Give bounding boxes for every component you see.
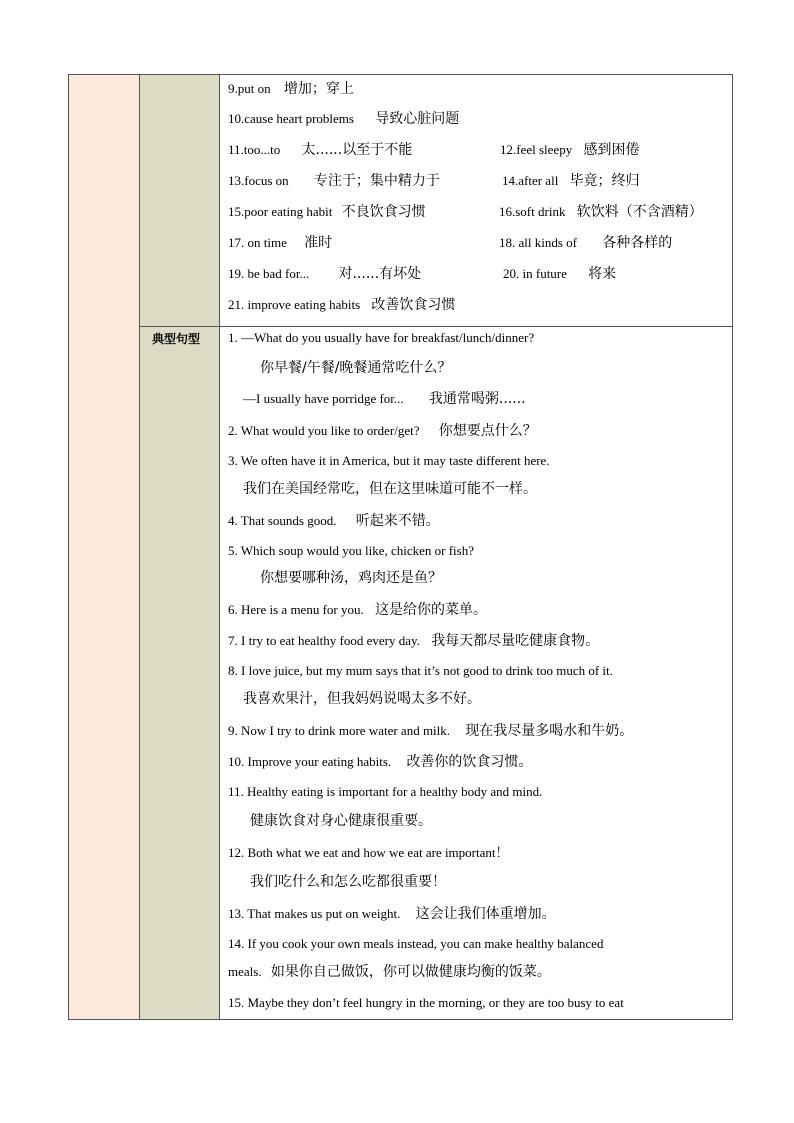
- phrase-en: 16.soft drink: [499, 204, 566, 219]
- sentence-zh: 如果你自己做饭，你可以做健康均衡的饭菜。: [270, 964, 551, 980]
- sentence-zh: 我每天都尽量吃健康食物。: [431, 633, 600, 649]
- sentence-en: 10. Improve your eating habits.: [228, 754, 392, 769]
- sentence-zh: 你想要点什么？: [438, 423, 537, 439]
- sentence-en: 2. What would you like to order/get?: [228, 423, 420, 438]
- phrase-en: 15.poor eating habit: [228, 204, 333, 219]
- sentence-en: 14. If you cook your own meals instead, you can make healthy balanced: [228, 936, 604, 951]
- phrase-en: 13.focus on: [228, 173, 289, 188]
- phrase-en: 11.too...to: [228, 142, 281, 157]
- sentence-en: —I usually have porridge for...: [243, 391, 404, 406]
- phrase-item: [502, 172, 640, 190]
- phrase-en: 10.cause heart problems: [228, 111, 354, 126]
- sentence-item: [228, 753, 532, 771]
- sentence-zh: 这会让我们体重增加。: [415, 906, 556, 922]
- phrase-item: [503, 265, 616, 283]
- category-column: [140, 75, 220, 1019]
- section-label: 典型句型: [152, 332, 201, 346]
- phrase-item: [228, 296, 455, 314]
- sentence-en: 13. That makes us put on weight.: [228, 906, 401, 921]
- phrase-zh: 毕竟；终归: [569, 173, 640, 189]
- phrase-item: [228, 265, 421, 283]
- phrase-item: [228, 110, 459, 128]
- phrase-item: [228, 80, 354, 98]
- phrase-en: 19. be bad for...: [228, 266, 310, 281]
- phrase-zh: 导致心脏问题: [375, 111, 460, 127]
- phrase-item: [499, 203, 703, 221]
- phrase-item: [228, 234, 332, 252]
- sentence-zh: 我们吃什么和怎么吃都很重要！: [250, 874, 446, 890]
- row-divider: [140, 326, 732, 327]
- sentence-item: [228, 722, 633, 740]
- sentence-en: 3. We often have it in America, but it may taste different here.: [228, 453, 550, 468]
- sentence-zh: 你早餐/午餐/晚餐通常吃什么？: [260, 360, 452, 376]
- phrase-item: [228, 172, 440, 190]
- sentence-en: 12. Both what we eat and how we eat are important！: [228, 845, 509, 860]
- sentence-zh: 健康饮食对身心健康很重要。: [250, 813, 432, 829]
- sentence-en: 15. Maybe they don’t feel hungry in the morning, or they are too busy to eat: [228, 995, 624, 1010]
- sentence-en: 9. Now I try to drink more water and milk.: [228, 723, 451, 738]
- phrase-zh: 太......以至于不能: [301, 142, 413, 158]
- sentence-en: 11. Healthy eating is important for a healthy body and mind.: [228, 784, 543, 799]
- sentence-zh: 我们在美国经常吃，但在这里味道可能不一样。: [243, 481, 537, 497]
- sentence-zh: 改善你的饮食习惯。: [406, 754, 533, 770]
- sentence-zh: 现在我尽量多喝水和牛奶。: [465, 723, 634, 739]
- phrase-en: 20. in future: [503, 266, 567, 281]
- sentence-item: [228, 512, 440, 530]
- sentence-item: [228, 963, 551, 981]
- phrase-zh: 各种各样的: [602, 235, 673, 251]
- sentence-zh: 你想要哪种汤，鸡肉还是鱼？: [260, 570, 442, 586]
- sentence-en: 6. Here is a menu for you.: [228, 602, 364, 617]
- phrase-zh: 感到困倦: [583, 142, 640, 158]
- phrase-zh: 软饮料（不含酒精）: [576, 204, 703, 220]
- sentence-item: [228, 632, 599, 650]
- sentence-item: [228, 905, 556, 923]
- phrase-zh: 将来: [588, 266, 617, 282]
- phrase-zh: 专注于；集中精力于: [313, 173, 440, 189]
- sentence-en: 1. —What do you usually have for breakfast/lunch/dinner?: [228, 330, 535, 345]
- sentence-en: 5. Which soup would you like, chicken or fish?: [228, 543, 474, 558]
- sentence-zh: 我喜欢果汁，但我妈妈说喝太多不好。: [243, 691, 481, 707]
- phrase-item: [228, 141, 412, 159]
- sentence-en: 8. I love juice, but my mum says that it’s not good to drink too much of it.: [228, 663, 613, 678]
- phrase-en: 9.put on: [228, 81, 271, 96]
- phrase-en: 17. on time: [228, 235, 287, 250]
- sentence-item: [228, 601, 487, 619]
- sentence-item: [228, 422, 537, 440]
- phrase-en: 14.after all: [502, 173, 559, 188]
- sentence-en: meals.: [228, 964, 262, 979]
- phrase-zh: 不良饮食习惯: [341, 204, 426, 220]
- sentence-zh: 听起来不错。: [355, 513, 440, 529]
- phrase-en: 12.feel sleepy: [500, 142, 573, 157]
- sentence-zh: 这是给你的菜单。: [375, 602, 487, 618]
- phrase-item: [499, 234, 672, 252]
- phrase-item: [228, 203, 426, 221]
- sentence-item: [243, 390, 526, 408]
- phrase-zh: 增加；穿上: [283, 81, 354, 97]
- phrase-en: 21. improve eating habits: [228, 297, 361, 312]
- phrase-zh: 改善饮食习惯: [371, 297, 456, 313]
- phrase-zh: 准时: [304, 235, 333, 251]
- phrase-en: 18. all kinds of: [499, 235, 577, 250]
- phrase-item: [500, 141, 639, 159]
- sentence-en: 7. I try to eat healthy food every day.: [228, 633, 420, 648]
- phrase-zh: 对......有坏处: [338, 266, 422, 282]
- sentence-en: 4. That sounds good.: [228, 513, 337, 528]
- sentence-zh: 我通常喝粥......: [428, 391, 526, 407]
- left-margin-column: [69, 75, 140, 1019]
